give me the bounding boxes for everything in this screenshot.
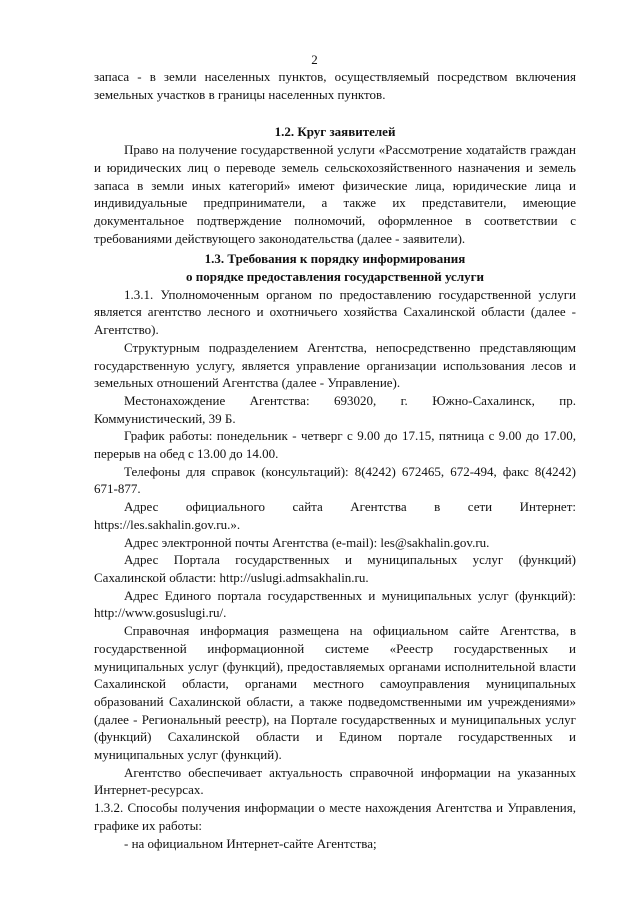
paragraph-website-label: Адрес официального сайта Агентства в сети Интернет: [124,499,576,515]
paragraph-applicants: Право на получение государственной услуги «Рассмотрение ходатайств граждан и юридических лиц о переводе земель сельскохозяйственного назначения и земель запаса в земли иных категорий» имеют физические лица, юридические лица и индивидуальные предприниматели, а также их представители, имеющие документальное подтверждение полномочий, оформленное в соответствии с требованиями действующего законодательства (далее - заявители). [94,142,576,246]
paragraph-structural-unit: Структурным подразделением Агентства, непосредственно представляющим государственную услугу, является управление организации использования лесов и земельных отношений Агентства (далее - Управление). [94,339,576,391]
section-heading-1-3-line2: о порядке предоставления государственной услуги [185,269,485,285]
page-number: 2 [311,52,318,67]
paragraph-location: Местонахождение Агентства: 693020, г. Южно-Сахалинск, пр. Коммунистический, 39 Б. [94,392,576,426]
paragraph-1-3-2: 1.3.2. Способы получения информации о месте нахождения Агентства и Управления, графике их работы: [94,800,576,833]
paragraph-1-3-1: 1.3.1. Уполномоченным органом по предоставлению государственной услуги является агентство лесного и охотничьего хозяйства Сахалинской области (далее - Агентство). [94,286,576,338]
paragraph-federal-portal: Адрес Единого портала государственных и муниципальных услуг (функций): http://www.gosuslugi.ru/. [94,587,576,621]
paragraph-schedule: График работы: понедельник - четверг с 9.00 до 17.15, пятница с 9.00 до 17.00, перерыв на обед с 13.00 до 14.00. [94,428,576,462]
paragraph-relevance: Агентство обеспечивает актуальность справочной информации на указанных Интернет-ресурсах. [94,764,576,798]
paragraph-continuation: запаса - в земли населенных пунктов, осуществляемый посредством включения земельных участков в границы населенных пунктов. [94,69,576,102]
document-body [94,68,576,852]
paragraph-email: Адрес электронной почты Агентства (e-mail): les@sakhalin.gov.ru. [124,534,490,550]
paragraph-phones: Телефоны для справок (консультаций): 8(4242) 672465, 672-494, факс 8(4242) 671-877. [94,463,576,497]
website-url: https://les.sakhalin.gov.ru.». [94,516,241,532]
paragraph-reference-info: Справочная информация размещена на официальном сайте Агентства, в государственной информационной системе «Реестр государственных и муниципальных услуг (функций), предоставляемых органами исполнительной власти Сахалинской области, органами местного самоуправления муниципальных образований Сахалинской области, а также подведомственными им учреждениями» (далее - Региональный реестр), на Портале государственных и муниципальных услуг (функций) Сахалинской области и Едином портале государственных и муниципальных услуг (функций). [94,623,576,763]
list-item-website: - на официальном Интернет-сайте Агентства; [124,835,377,851]
section-heading-1-2: 1.2. Круг заявителей [274,124,396,140]
section-heading-1-3-line1: 1.3. Требования к порядку информирования [204,251,466,267]
paragraph-regional-portal: Адрес Портала государственных и муниципальных услуг (функций) Сахалинской области: http://uslugi.admsakhalin.ru. [94,552,576,585]
